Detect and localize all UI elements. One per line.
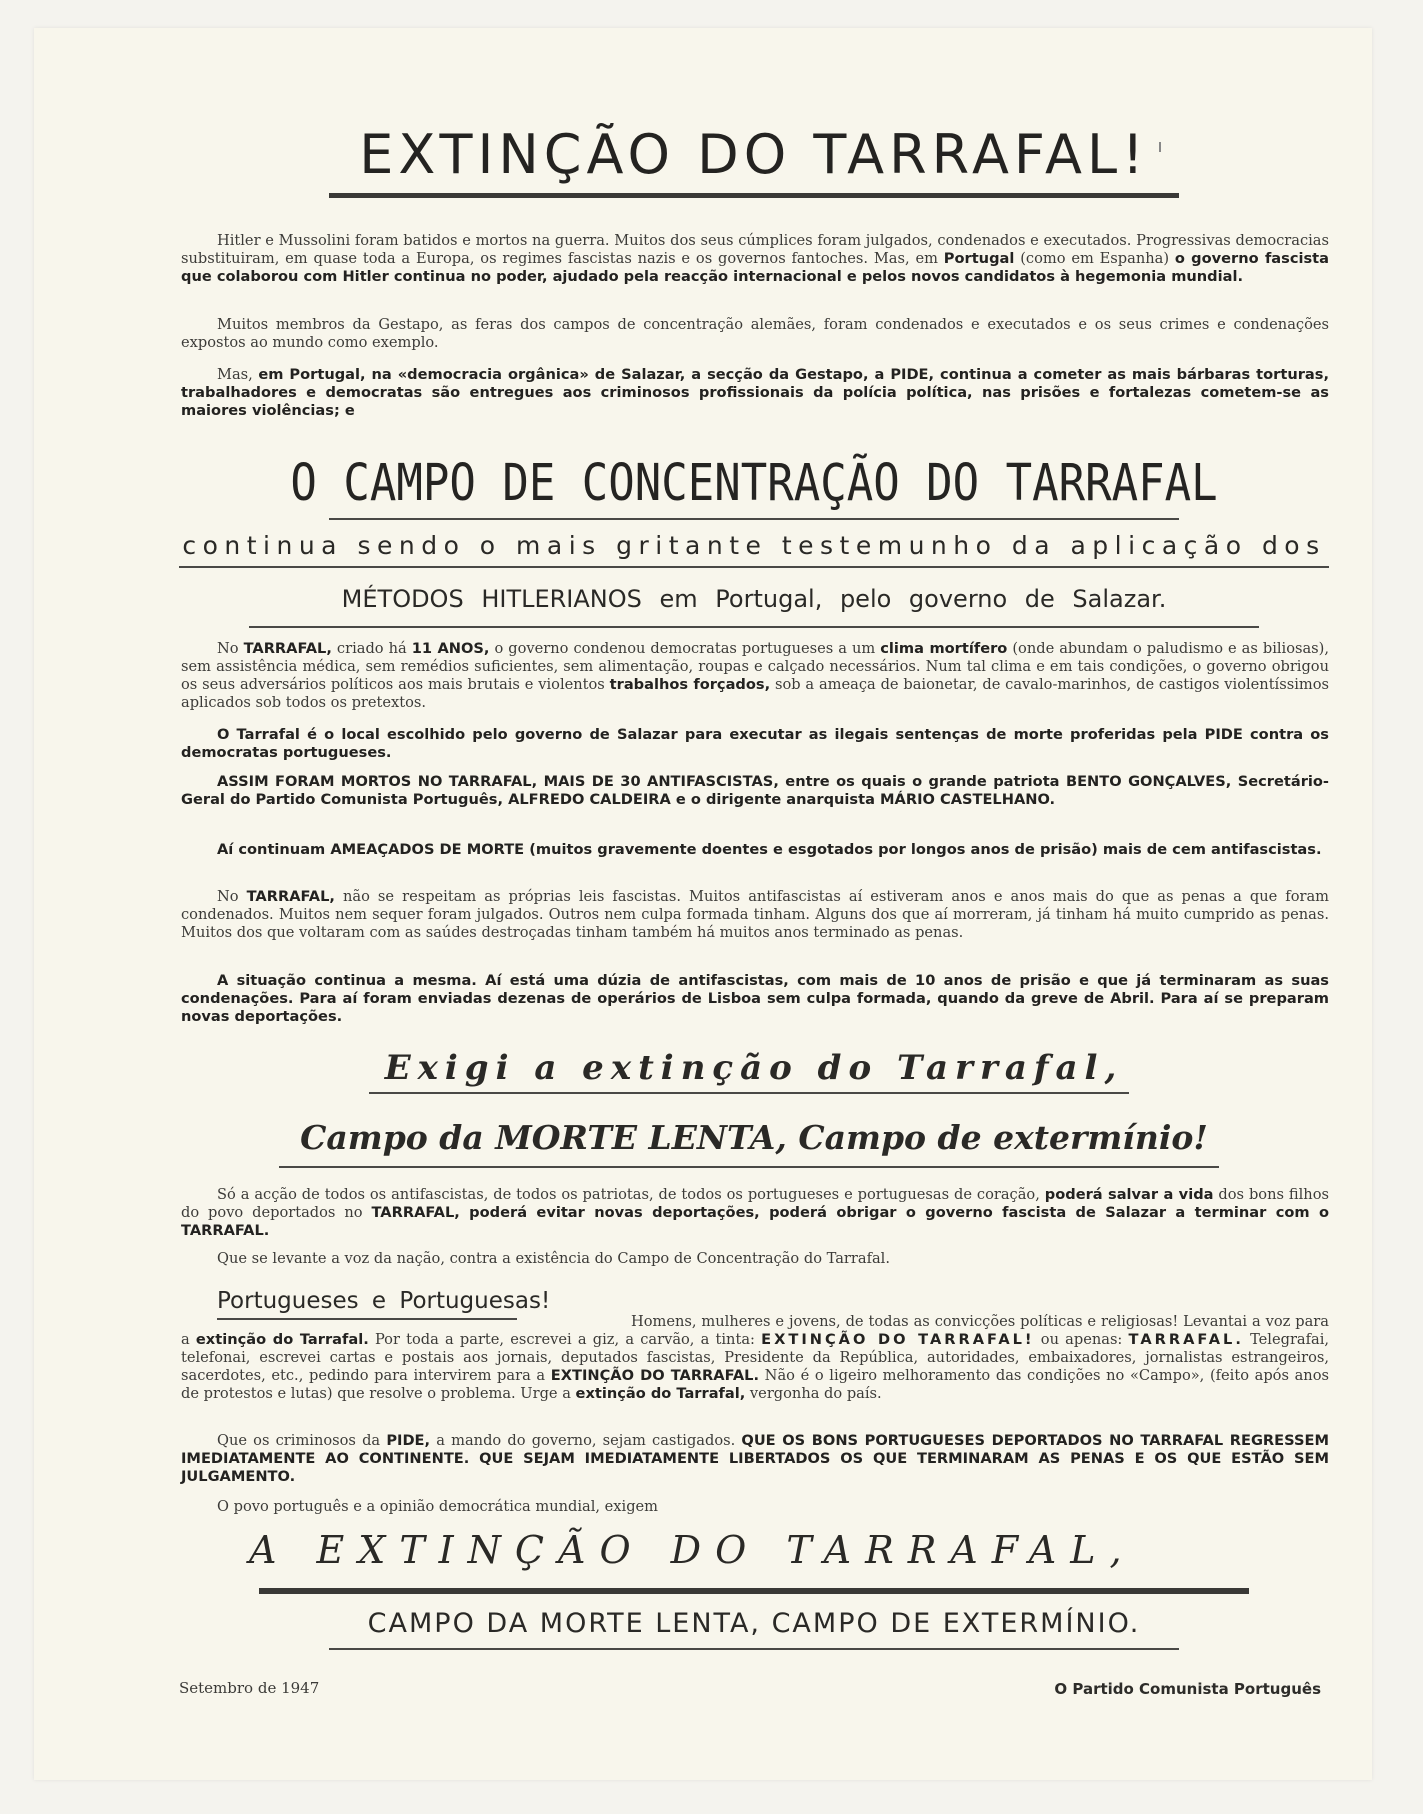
- p1-text-2: (como em Espanha): [1014, 250, 1175, 267]
- page-title: EXTINÇÃO DO TARRAFAL!: [359, 123, 1149, 186]
- p9-text: A situação continua a mesma. Aí está uma dúzia de antifascistas, com mais de 10 anos de prisão e que já terminaram as suas condenações. Para aí foram enviadas dezenas de operários de Lisboa sem culpa formada, quando da greve de Abril. Para aí se preparam novas deportações.: [181, 972, 1329, 1025]
- p12-c: Por toda a parte, escrevei a giz, a carvão, a tinta:: [368, 1331, 762, 1348]
- title-underline: [329, 193, 1179, 198]
- paragraph-11: [181, 1250, 1329, 1268]
- slogan-morte-lenta: Campo da MORTE LENTA, Campo de extermínio!: [300, 1118, 1208, 1157]
- p4-i: sob a ameaça de baionetar, de cavalo-marinhos, de castigos violentíssimos aplicados sob todos os pretextos.: [181, 676, 1329, 711]
- p3-bold: em Portugal, na «democracia orgânica» de Salazar, a secção da Gestapo, a PIDE, continua a cometer as mais bárbaras torturas, trabalhadores e democratas são entregues aos criminosos profissionais da polícia política, nas prisões e fortalezas cometem-se as maiores violências; e: [181, 366, 1329, 419]
- portugueses-heading: Portugueses e Portuguesas!: [217, 1288, 551, 1314]
- p4-g: (onde abundam o paludismo e as biliosas), sem assistência médica, sem remédios suficientes, sem alimentação, roupas e calçado necessários. Num tal clima e em tais condições, o governo obrigou os seus adversários políticos aos mais brutais e violentos: [181, 640, 1330, 693]
- paragraph-2: [181, 316, 1329, 352]
- p2-text: Muitos membros da Gestapo, as feras dos campos de concentração alemães, foram condenados e executados e os seus crimes e condenações expostos ao mundo como exemplo.: [181, 316, 1329, 351]
- heading2-underline: [329, 518, 1179, 520]
- p12-i: Não é o ligeiro melhoramento das condições no «Campo», (feito após anos de protestos e lutas) que resolve o problema. Urge a: [181, 1367, 1329, 1402]
- metodos-line: [179, 585, 1329, 613]
- metodos-bold: MÉTODOS HITLERIANOS: [341, 585, 642, 613]
- p4-c: criado há: [331, 640, 412, 657]
- p8-b: TARRAFAL,: [246, 888, 335, 905]
- paragraph-12: [181, 1313, 1329, 1403]
- final-caps-line: CAMPO DA MORTE LENTA, CAMPO DE EXTERMÍNIO.: [367, 1608, 1141, 1639]
- date: Setembro de 1947: [179, 1679, 320, 1697]
- p13-d: QUE OS BONS PORTUGUESES DEPORTADOS NO TARRAFAL REGRESSEM IMEDIATAMENTE AO CONTINENTE. QUE SEJAM IMEDIATAMENTE LIBERTADOS OS QUE TERMINARAM AS PENAS E OS QUE ESTÃO SEM JULGAMENTO.: [181, 1432, 1329, 1485]
- final-heading: A EXTINÇÃO DO TARRAFAL,: [249, 1528, 1136, 1572]
- p11-text: Que se levante a voz da nação, contra a existência do Campo de Concentração do Tarrafal.: [217, 1250, 890, 1267]
- concentration-camp-heading: O CAMPO DE CONCENTRAÇÃO DO TARRAFAL: [290, 454, 1218, 513]
- continua-underline: [179, 566, 1329, 568]
- p4-h: trabalhos forçados,: [609, 676, 771, 693]
- paper-sheet: [34, 28, 1372, 1780]
- p10-b: poderá salvar a vida: [1044, 1186, 1214, 1203]
- paragraph-4: [181, 640, 1329, 712]
- p13-c: a mando do governo, sejam castigados.: [430, 1432, 742, 1449]
- p4-b: TARRAFAL,: [243, 640, 332, 657]
- p1-portugal: Portugal: [943, 250, 1015, 267]
- p4-d: 11 ANOS,: [411, 640, 490, 657]
- paragraph-13: [181, 1432, 1329, 1486]
- p4-a: No: [217, 640, 244, 657]
- p12-e: ou apenas:: [1034, 1331, 1129, 1348]
- p4-f: clima mortífero: [880, 640, 1008, 657]
- p1-bold: o governo fascista que colaborou com Hitler continua no poder, ajudado pela reacção internacional e pelos novos candidatos à hegemonia mundial.: [181, 250, 1329, 285]
- paragraph-9: [181, 972, 1329, 1026]
- metodos-underline: [249, 626, 1259, 628]
- p12-h: EXTINÇÃO DO TARRAFAL.: [550, 1367, 760, 1384]
- p8-c: não se respeitam as próprias leis fascistas. Muitos antifascistas aí estiveram anos e anos mais do que as penas a que foram condenados. Muitos nem sequer foram julgados. Outros nem culpa formada tinham. Alguns dos que aí morreram, já tinham há muito cumprido as penas. Muitos dos que voltaram com as saúdes destroçadas tinham também há muitos anos terminado as penas.: [181, 888, 1329, 941]
- p6-text: ASSIM FORAM MORTOS NO TARRAFAL, MAIS DE 30 ANTIFASCISTAS, entre os quais o grande patriota BENTO GONÇALVES, Secretário-Geral do Partido Comunista Português, ALFREDO CALDEIRA e o dirigente anarquista MÁRIO CASTELHANO.: [181, 773, 1329, 808]
- p13-b: PIDE,: [386, 1432, 431, 1449]
- metodos-rest: em Portugal, pelo governo de Salazar.: [641, 585, 1167, 613]
- p4-e: o governo condenou democratas portugueses a um: [489, 640, 881, 657]
- p12-k: vergonha do país.: [745, 1385, 882, 1402]
- p12-d: EXTINÇÃO DO TARRAFAL!: [761, 1331, 1035, 1348]
- paragraph-8: [181, 888, 1329, 942]
- slogan2-underline: [279, 1166, 1219, 1168]
- p13-a: Que os criminosos da: [217, 1432, 387, 1449]
- p10-c: dos bons filhos do povo deportados no: [181, 1186, 1329, 1221]
- final-underline: [259, 1588, 1249, 1594]
- paragraph-14: [181, 1498, 1329, 1516]
- p5-text: O Tarrafal é o local escolhido pelo governo de Salazar para executar as ilegais sentenças de morte proferidas pela PIDE contra os democratas portugueses.: [181, 726, 1329, 761]
- final-caps-underline: [329, 1648, 1179, 1650]
- p8-a: No: [217, 888, 247, 905]
- p10-a: Só a acção de todos os antifascistas, de todos os patriotas, de todos os portugueses e portuguesas de coração,: [217, 1186, 1045, 1203]
- p14-text: O povo português e a opinião democrática mundial, exigem: [217, 1498, 659, 1515]
- p12-a: Homens, mulheres e jovens, de todas as convicções políticas e religiosas! Levantai a voz para a: [181, 1313, 1329, 1348]
- paragraph-5: [181, 726, 1329, 762]
- slogan1-underline: [369, 1092, 1129, 1094]
- p12-g: Telegrafai, telefonai, escrevei cartas e postais aos jornais, deputados fascistas, Presidente da República, autoridades, embaixadores, jornalistas estrangeiros, sacerdotes, etc., pedindo para intervirem para a: [181, 1331, 1330, 1384]
- p12-f: TARRAFAL.: [1128, 1331, 1244, 1348]
- slogan-exigi: Exigi a extinção do Tarrafal,: [384, 1048, 1124, 1088]
- p3-text: Mas,: [217, 366, 259, 383]
- signature: O Partido Comunista Português: [1054, 1680, 1321, 1698]
- p7-text: Aí continuam AMEAÇADOS DE MORTE (muitos gravemente doentes e esgotados por longos anos de prisão) mais de cem antifascistas.: [217, 841, 1322, 858]
- paragraph-1: [181, 232, 1329, 286]
- p10-d: TARRAFAL, poderá evitar novas deportações, poderá obrigar o governo fascista de Salazar a terminar com o TARRAFAL.: [181, 1204, 1330, 1239]
- paragraph-10: [181, 1186, 1329, 1240]
- paragraph-6: [181, 773, 1329, 809]
- p12-b: extinção do Tarrafal.: [195, 1331, 369, 1348]
- paragraph-7: [181, 841, 1329, 859]
- p12-j: extinção do Tarrafal,: [575, 1385, 746, 1402]
- p1-text: Hitler e Mussolini foram batidos e mortos na guerra. Muitos dos seus cúmplices foram julgados, condenados e executados. Progressivas democracias substituiram, em quase toda a Europa, os regimes fascistas nazis e os governos fantoches. Mas, em: [181, 232, 1329, 267]
- paragraph-3: [181, 366, 1329, 420]
- continua-line: continua sendo o mais gritante testemunho da aplicação dos: [182, 531, 1326, 560]
